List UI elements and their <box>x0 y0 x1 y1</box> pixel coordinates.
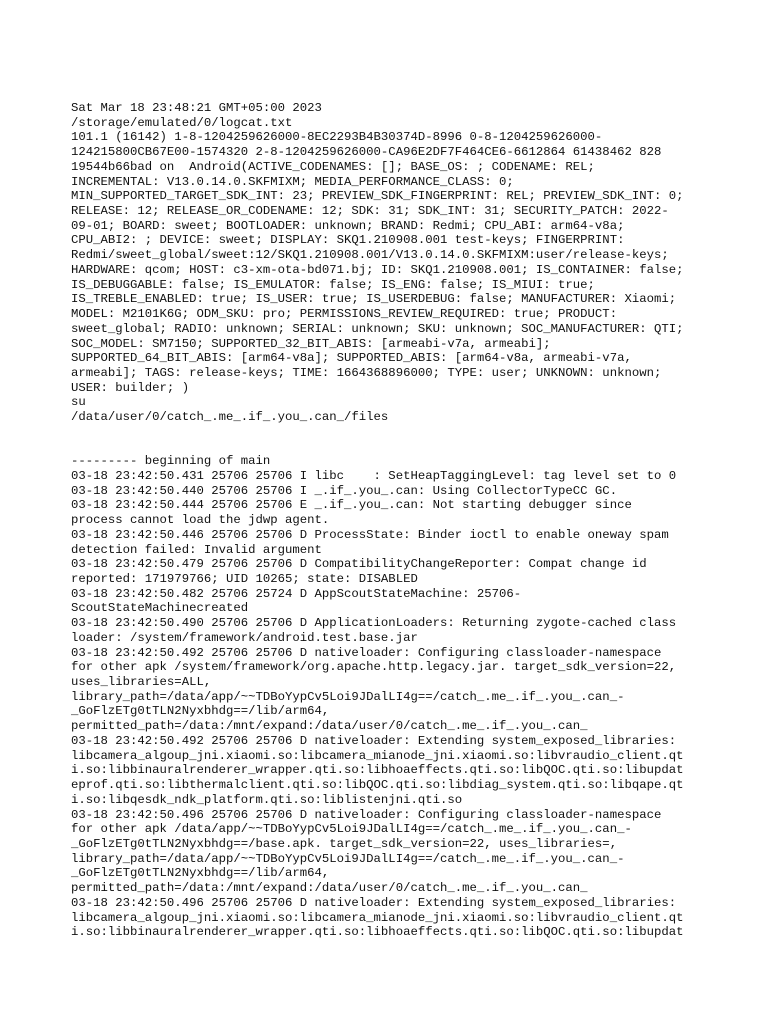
log-line: su <box>71 395 86 410</box>
log-line: library_path=/data/app/~~TDBoYypCv5Loi9JDalLI4g==/catch_.me_.if_.you_.can_- <box>71 851 625 866</box>
log-line: _GoFlzETg0tTLN2Nyxbhdg==/base.apk. target_sdk_version=22, uses_libraries=, <box>71 836 618 851</box>
log-line: libcamera_algoup_jni.xiaomi.so:libcamera_mianode_jni.xiaomi.so:libvraudio_client.qt <box>71 910 684 925</box>
log-line: ScoutStateMachinecreated <box>71 601 249 616</box>
log-line: 124215800CB67E00-1574320 2-8-1204259626000-CA96E2DF7F464CE6-6612864 61438462 828 <box>71 145 662 160</box>
log-line: for other apk /data/app/~~TDBoYypCv5Loi9JDalLI4g==/catch_.me_.if_.you_.can_- <box>71 822 632 837</box>
log-line: 03-18 23:42:50.496 25706 25706 D nativeloader: Extending system_exposed_libraries: <box>71 895 677 910</box>
log-line: USER: builder; ) <box>71 380 190 395</box>
log-line: armeabi]; TAGS: release-keys; TIME: 1664368896000; TYPE: user; UNKNOWN: unknown; <box>71 365 662 380</box>
log-line: 09-01; BOARD: sweet; BOOTLOADER: unknown; BRAND: Redmi; CPU_ABI: arm64-v8a; <box>71 218 625 233</box>
log-line: /data/user/0/catch_.me_.if_.you_.can_/files <box>71 410 389 425</box>
log-line: 03-18 23:42:50.431 25706 25706 I libc : SetHeapTaggingLevel: tag level set to 0 <box>71 468 677 483</box>
log-line: Sat Mar 18 23:48:21 GMT+05:00 2023 <box>71 101 322 115</box>
log-line: MODEL: M2101K6G; ODM_SKU: pro; PERMISSIONS_REVIEW_REQUIRED: true; PRODUCT: <box>71 307 618 322</box>
log-line: permitted_path=/data:/mnt/expand:/data/user/0/catch_.me_.if_.you_.can_ <box>71 881 588 896</box>
log-line: i.so:libbinauralrenderer_wrapper.qti.so:libhoaeffects.qti.so:libQOC.qti.so:libupdat <box>71 763 684 778</box>
log-line: sweet_global; RADIO: unknown; SERIAL: unknown; SKU: unknown; SOC_MANUFACTURER: QTI; <box>71 321 684 336</box>
log-line: RELEASE: 12; RELEASE_OR_CODENAME: 12; SDK: 31; SDK_INT: 31; SECURITY_PATCH: 2022- <box>71 204 669 219</box>
log-line: IS_TREBLE_ENABLED: true; IS_USER: true; IS_USERDEBUG: false; MANUFACTURER: Xiaomi; <box>71 292 677 307</box>
log-line: MIN_SUPPORTED_TARGET_SDK_INT: 23; PREVIEW_SDK_FINGERPRINT: REL; PREVIEW_SDK_INT: 0; <box>71 189 684 204</box>
log-line: i.so:libqesdk_ndk_platform.qti.so:liblistenjni.qti.so <box>71 792 463 807</box>
log-line: Redmi/sweet_global/sweet:12/SKQ1.210908.001/V13.0.14.0.SKFMIXM:user/release-keys; <box>71 248 669 263</box>
log-line: 03-18 23:42:50.492 25706 25706 D nativeloader: Extending system_exposed_libraries: <box>71 733 677 748</box>
log-line: SUPPORTED_64_BIT_ABIS: [arm64-v8a]; SUPPORTED_ABIS: [arm64-v8a, armeabi-v7a, <box>71 351 632 366</box>
log-line: detection failed: Invalid argument <box>71 542 322 557</box>
log-line: SOC_MODEL: SM7150; SUPPORTED_32_BIT_ABIS: [armeabi-v7a, armeabi]; <box>71 336 551 351</box>
log-line: CPU_ABI2: ; DEVICE: sweet; DISPLAY: SKQ1.210908.001 test-keys; FINGERPRINT: <box>71 233 625 248</box>
log-line: _GoFlzETg0tTLN2Nyxbhdg==/lib/arm64, <box>71 866 330 881</box>
log-line: library_path=/data/app/~~TDBoYypCv5Loi9JDalLI4g==/catch_.me_.if_.you_.can_- <box>71 689 625 704</box>
log-line: libcamera_algoup_jni.xiaomi.so:libcamera_mianode_jni.xiaomi.so:libvraudio_client.qt <box>71 748 684 763</box>
log-line: i.so:libbinauralrenderer_wrapper.qti.so:libhoaeffects.qti.so:libQOC.qti.so:libupdat <box>71 925 684 940</box>
log-line: uses_libraries=ALL, <box>71 675 212 690</box>
log-line: 03-18 23:42:50.444 25706 25706 E _.if_.you_.can: Not starting debugger since <box>71 498 632 513</box>
log-line: 101.1 (16142) 1-8-1204259626000-8EC2293B4B30374D-8996 0-8-1204259626000- <box>71 130 603 145</box>
log-line: process cannot load the jdwp agent. <box>71 513 330 528</box>
log-line: loader: /system/framework/android.test.base.jar <box>71 630 418 645</box>
log-line: IS_DEBUGGABLE: false; IS_EMULATOR: false; IS_ENG: false; IS_MIUI: true; <box>71 277 595 292</box>
log-line: _GoFlzETg0tTLN2Nyxbhdg==/lib/arm64, <box>71 704 330 719</box>
log-line: for other apk /system/framework/org.apache.http.legacy.jar. target_sdk_version=22, <box>71 660 677 675</box>
log-line <box>71 440 711 455</box>
log-line: reported: 171979766; UID 10265; state: DISABLED <box>71 572 418 586</box>
log-line: /storage/emulated/0/logcat.txt <box>71 115 293 130</box>
log-line <box>71 425 711 440</box>
log-line: 03-18 23:42:50.496 25706 25706 D nativeloader: Configuring classloader-namespace <box>71 807 662 822</box>
logcat-text <box>71 101 711 940</box>
log-line: eprof.qti.so:libthermalclient.qti.so:libQOC.qti.so:libdiag_system.qti.so:libqape.qt <box>71 778 684 793</box>
log-line: INCREMENTAL: V13.0.14.0.SKFMIXM; MEDIA_PERFORMANCE_CLASS: 0; <box>71 174 514 189</box>
log-line: 03-18 23:42:50.482 25706 25724 D AppScoutStateMachine: 25706- <box>71 586 522 601</box>
log-line: 03-18 23:42:50.479 25706 25706 D CompatibilityChangeReporter: Compat change id <box>71 557 647 572</box>
log-line: 03-18 23:42:50.440 25706 25706 I _.if_.you_.can: Using CollectorTypeCC GC. <box>71 483 618 498</box>
log-line: 19544b66bad on Android(ACTIVE_CODENAMES: []; BASE_OS: ; CODENAME: REL; <box>71 159 595 174</box>
log-line: permitted_path=/data:/mnt/expand:/data/user/0/catch_.me_.if_.you_.can_ <box>71 719 588 734</box>
log-line: --------- beginning of main <box>71 454 271 469</box>
log-line: 03-18 23:42:50.490 25706 25706 D ApplicationLoaders: Returning zygote-cached class <box>71 616 677 631</box>
log-line: 03-18 23:42:50.492 25706 25706 D nativeloader: Configuring classloader-namespace <box>71 645 662 660</box>
log-line: HARDWARE: qcom; HOST: c3-xm-ota-bd071.bj; ID: SKQ1.210908.001; IS_CONTAINER: false; <box>71 262 684 277</box>
log-line: 03-18 23:42:50.446 25706 25706 D ProcessState: Binder ioctl to enable oneway spam <box>71 527 669 542</box>
